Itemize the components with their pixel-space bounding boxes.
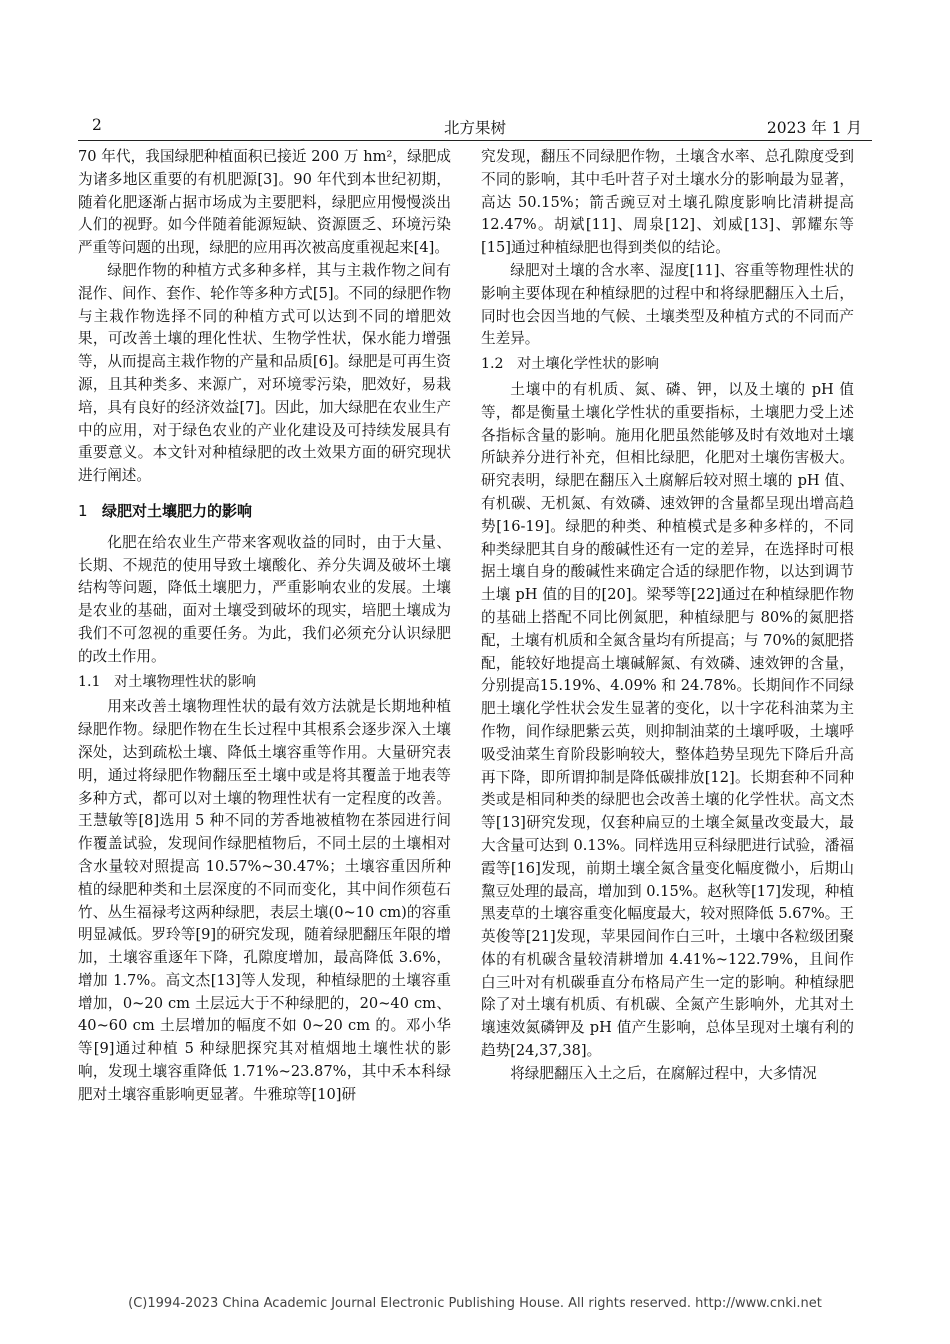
subsection-title: 对土壤化学性状的影响 <box>517 356 659 373</box>
paragraph: 究发现，翻压不同绿肥作物，土壤含水率、总孔隙度受到不同的影响，其中毛叶苕子对土壤水分的影响最为显著，高达 50.15%；箭舌豌豆对土壤孔隙度影响比清耕提高 12.47%。胡斌[11]、周泉[12]、刘威[13]、郭耀东等[15]通过种植绿肥也得到类似的结论。 <box>481 148 854 257</box>
left-column <box>78 146 451 1107</box>
subsection-number: 1.1 <box>78 673 101 690</box>
paragraph: 70 年代，我国绿肥种植面积已接近 200 万 hm²，绿肥成为诸多地区重要的有机肥源[3]。90 年代到本世纪初期，随着化肥逐渐占据市场成为主要肥料，绿肥应用慢慢淡出人们的视野。如今伴随着能源短缺、资源匮乏、环境污染严重等问题的出现，绿肥的应用再次被高度重视起来[4]。 <box>78 148 451 257</box>
page-number: 2 <box>92 116 102 134</box>
journal-title: 北方果树 <box>443 119 506 137</box>
right-column <box>481 146 854 1086</box>
paragraph: 用来改善土壤物理性状的最有效方法就是长期地种植绿肥作物。绿肥作物在生长过程中其根系会逐步深入土壤深处，达到疏松土壤、降低土壤容重等作用。大量研究表明，通过将绿肥作物翻压至土壤中或是将其覆盖于地表等多种方式，都可以对土壤的物理性状有一定程度的改善。王慧敏等[8]选用 5 种不同的芳香地被植物在茶园进行间作覆盖试验，发现间作绿肥植物后，不同土层的土壤相对含水量较对照提高 10.57%~30.47%；土壤容重因所种植的绿肥种类和土层深度的不同而变化，其中间作须苞石竹、丛生福禄考这两种绿肥，表层土壤(0~10 cm)的容重明显减低。罗玲等[9]的研究发现，随着绿肥翻压年限的增加，土壤容重逐年下降，孔隙度增加，最高降低 3.6%，增加 1.7%。高文杰[13]等人发现，种植绿肥的土壤容重增加，0~20 cm 土层远大于不种绿肥的，20~40 cm、40~60 cm 土层增加的幅度不如 0~20 cm 的。邓小华等[9]通过种植 5 种绿肥探究其对植烟地土壤性状的影响，发现土壤容重降低 1.71%~23.87%，其中禾本科绿肥对土壤容重影响更显著。牛雅琼等[10]研 <box>78 698 451 1103</box>
paragraph: 化肥在给农业生产带来客观收益的同时，由于大量、长期、不规范的使用导致土壤酸化、养分失调及破坏土壤结构等问题，降低土壤肥力，严重影响农业的发展。土壤是农业的基础，面对土壤受到破坏的现实，培肥土壤成为我们不可忽视的重要任务。为此，我们必须充分认识绿肥的改土作用。 <box>78 533 451 665</box>
paragraph: 绿肥对土壤的含水率、湿度[11]、容重等物理性状的影响主要体现在种植绿肥的过程中和将绿肥翻压入土后，同时也会因当地的气候、土壤类型及种植方式的不同而产生差异。 <box>481 261 854 348</box>
paragraph: 将绿肥翻压入土之后，在腐解过程中，大多情况 <box>510 1064 817 1082</box>
issue-date: 2023 年 1 月 <box>766 119 862 137</box>
paragraph: 土壤中的有机质、氮、磷、钾，以及土壤的 pH 值等，都是衡量土壤化学性状的重要指标，土壤肥力受上述各指标含量的影响。施用化肥虽然能够及时有效地对土壤所缺养分进行补充，但相比绿肥，化肥对土壤伤害极大。研究表明，绿肥在翻压入土腐解后较对照土壤的 pH 值、有机碳、无机氮、有效磷、速效钾的含量都呈现出增高趋势[16-19]。绿肥的种类、种植模式是多种多样的，不同种类绿肥其自身的酸碱性还有一定的差异，在选择时可根据土壤自身的酸碱性来确定合适的绿肥作物，以达到调节土壤 pH 值的目的[20]。梁琴等[22]通过在种植绿肥作物的基础上搭配不同比例氮肥，种植绿肥与 80%的氮肥搭配，土壤有机质和全氮含量均有所提高；与 70%的氮肥搭配，能较好地提高土壤碱解氮、有效磷、速效钾的含量，分别提高15.19%、4.09% 和 24.78%。长期间作不同绿肥土壤化学性状会发生显著的变化，以十字花科油菜为主作物，间作绿肥紫云英，则抑制油菜的土壤呼吸，土壤呼吸受油菜生育阶段影响较大，整体趋势呈现先下降后升高再下降，即所谓抑制是降低碳排放[12]。长期套种不同种类或是相同种类的绿肥也会改善土壤的化学性状。高文杰等[13]研究发现，仅套种扁豆的土壤全氮量改变最大，最大含量可达到 0.13%。同样选用豆科绿肥进行试验，潘福霞等[16]发现，前期土壤全氮含量变化幅度微小，后期山黧豆处理的最高，增加到 0.15%。赵秋等[17]发现，种植黑麦草的土壤容重变化幅度最大，较对照降低 5.67%。王英俊等[21]发现，苹果园间作白三叶，土壤中各粒级团聚体的有机碳含量较清耕增加 4.41%~122.79%，且间作白三叶对有机碳垂直分布格局产生一定的影响。种植绿肥除了对土壤有机质、有机碳、全氮产生影响外，尤其对土壤速效氮磷钾及 pH 值产生影响，总体呈现对土壤有利的趋势[24,37,38]。 <box>481 380 854 1060</box>
section-heading <box>78 500 451 523</box>
subsection-heading <box>78 671 451 694</box>
copyright-footer: (C)1994-2023 China Academic Journal Electronic Publishing House. All rights reserved. http://www.cnki.net <box>128 1296 822 1311</box>
subsection-title: 对土壤物理性状的影响 <box>114 673 256 690</box>
paragraph: 绿肥作物的种植方式多种多样，其与主栽作物之间有混作、间作、套作、轮作等多种方式[5]。不同的绿肥作物与主栽作物选择不同的种植方式可以达到不同的增肥效果，可改善土壤的理化性状、生物学性状，保水能力增强等，从而提高主栽作物的产量和品质[6]。绿肥是可再生资源，且其种类多、来源广，对环境零污染，肥效好，易栽培，具有良好的经济效益[7]。因此，加大绿肥在农业生产中的应用，对于绿色农业的产业化建设及可持续发展具有重要意义。本文针对种植绿肥的改土效果方面的研究现状进行阐述。 <box>78 261 451 485</box>
section-number: 1 <box>78 501 88 520</box>
running-header <box>78 114 872 141</box>
subsection-number: 1.2 <box>481 356 504 373</box>
section-title: 绿肥对土壤肥力的影响 <box>102 501 253 520</box>
subsection-heading <box>481 353 854 376</box>
